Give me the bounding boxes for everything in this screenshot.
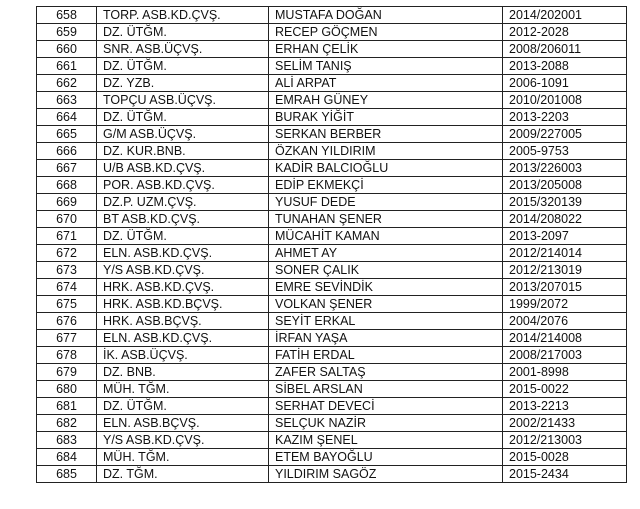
row-number: 676: [37, 313, 97, 330]
name-cell: VOLKAN ŞENER: [269, 296, 503, 313]
registry-number-cell: 2013/226003: [503, 160, 627, 177]
name-cell: ZAFER SALTAŞ: [269, 364, 503, 381]
registry-number-cell: 2008/217003: [503, 347, 627, 364]
table-row: [37, 449, 627, 466]
name-cell: ERHAN ÇELİK: [269, 41, 503, 58]
rank-cell: ELN. ASB.BÇVŞ.: [97, 415, 269, 432]
rank-cell: POR. ASB.KD.ÇVŞ.: [97, 177, 269, 194]
name-cell: EMRE SEVİNDİK: [269, 279, 503, 296]
rank-cell: HRK. ASB.BÇVŞ.: [97, 313, 269, 330]
name-cell: SELÇUK NAZİR: [269, 415, 503, 432]
personnel-table: [36, 6, 627, 483]
table-row: [37, 313, 627, 330]
rank-cell: U/B ASB.KD.ÇVŞ.: [97, 160, 269, 177]
rank-cell: TOPÇU ASB.ÜÇVŞ.: [97, 92, 269, 109]
registry-number-cell: 2013-2203: [503, 109, 627, 126]
row-number: 670: [37, 211, 97, 228]
name-cell: KADİR BALCIOĞLU: [269, 160, 503, 177]
row-number: 674: [37, 279, 97, 296]
name-cell: YILDIRIM SAGÖZ: [269, 466, 503, 483]
rank-cell: BT ASB.KD.ÇVŞ.: [97, 211, 269, 228]
row-number: 658: [37, 7, 97, 24]
rank-cell: DZ. YZB.: [97, 75, 269, 92]
registry-number-cell: 2013-2097: [503, 228, 627, 245]
registry-number-cell: 2008/206011: [503, 41, 627, 58]
row-number: 669: [37, 194, 97, 211]
table-row: [37, 7, 627, 24]
name-cell: EDİP EKMEKÇİ: [269, 177, 503, 194]
registry-number-cell: 2013-2213: [503, 398, 627, 415]
row-number: 672: [37, 245, 97, 262]
name-cell: ETEM BAYOĞLU: [269, 449, 503, 466]
name-cell: KAZIM ŞENEL: [269, 432, 503, 449]
name-cell: RECEP GÖÇMEN: [269, 24, 503, 41]
row-number: 667: [37, 160, 97, 177]
row-number: 679: [37, 364, 97, 381]
table-row: [37, 432, 627, 449]
row-number: 675: [37, 296, 97, 313]
rank-cell: MÜH. TĞM.: [97, 381, 269, 398]
table-row: [37, 58, 627, 75]
name-cell: EMRAH GÜNEY: [269, 92, 503, 109]
registry-number-cell: 2013-2088: [503, 58, 627, 75]
table-row: [37, 109, 627, 126]
table-row: [37, 228, 627, 245]
row-number: 683: [37, 432, 97, 449]
table-row: [37, 279, 627, 296]
registry-number-cell: 2014/202001: [503, 7, 627, 24]
table-row: [37, 194, 627, 211]
registry-number-cell: 2001-8998: [503, 364, 627, 381]
rank-cell: DZ. ÜTĞM.: [97, 58, 269, 75]
rank-cell: DZ. TĞM.: [97, 466, 269, 483]
table-row: [37, 415, 627, 432]
registry-number-cell: 2012-2028: [503, 24, 627, 41]
rank-cell: İK. ASB.ÜÇVŞ.: [97, 347, 269, 364]
table-row: [37, 381, 627, 398]
table-row: [37, 330, 627, 347]
table-row: [37, 245, 627, 262]
registry-number-cell: 2012/214014: [503, 245, 627, 262]
rank-cell: HRK. ASB.KD.BÇVŞ.: [97, 296, 269, 313]
registry-number-cell: 2009/227005: [503, 126, 627, 143]
rank-cell: DZ. BNB.: [97, 364, 269, 381]
row-number: 659: [37, 24, 97, 41]
name-cell: SEYİT ERKAL: [269, 313, 503, 330]
registry-number-cell: 2005-9753: [503, 143, 627, 160]
table-row: [37, 160, 627, 177]
rank-cell: DZ. ÜTĞM.: [97, 398, 269, 415]
rank-cell: TORP. ASB.KD.ÇVŞ.: [97, 7, 269, 24]
registry-number-cell: 2015-2434: [503, 466, 627, 483]
registry-number-cell: 2013/205008: [503, 177, 627, 194]
name-cell: ALİ ARPAT: [269, 75, 503, 92]
name-cell: BURAK YİĞİT: [269, 109, 503, 126]
table-body: [37, 7, 627, 483]
row-number: 668: [37, 177, 97, 194]
registry-number-cell: 2010/201008: [503, 92, 627, 109]
table-row: [37, 143, 627, 160]
row-number: 685: [37, 466, 97, 483]
row-number: 680: [37, 381, 97, 398]
rank-cell: SNR. ASB.ÜÇVŞ.: [97, 41, 269, 58]
rank-cell: DZ. ÜTĞM.: [97, 228, 269, 245]
name-cell: SELİM TANIŞ: [269, 58, 503, 75]
rank-cell: MÜH. TĞM.: [97, 449, 269, 466]
row-number: 665: [37, 126, 97, 143]
row-number: 664: [37, 109, 97, 126]
table-row: [37, 126, 627, 143]
rank-cell: HRK. ASB.KD.ÇVŞ.: [97, 279, 269, 296]
name-cell: TUNAHAN ŞENER: [269, 211, 503, 228]
registry-number-cell: 2006-1091: [503, 75, 627, 92]
table-row: [37, 24, 627, 41]
name-cell: MUSTAFA DOĞAN: [269, 7, 503, 24]
rank-cell: ELN. ASB.KD.ÇVŞ.: [97, 330, 269, 347]
row-number: 662: [37, 75, 97, 92]
row-number: 673: [37, 262, 97, 279]
table-row: [37, 466, 627, 483]
row-number: 684: [37, 449, 97, 466]
registry-number-cell: 2015-0028: [503, 449, 627, 466]
table-row: [37, 398, 627, 415]
registry-number-cell: 1999/2072: [503, 296, 627, 313]
name-cell: İRFAN YAŞA: [269, 330, 503, 347]
rank-cell: DZ. ÜTĞM.: [97, 109, 269, 126]
registry-number-cell: 2015-0022: [503, 381, 627, 398]
rank-cell: DZ. ÜTĞM.: [97, 24, 269, 41]
row-number: 666: [37, 143, 97, 160]
table-row: [37, 211, 627, 228]
name-cell: AHMET AY: [269, 245, 503, 262]
row-number: 663: [37, 92, 97, 109]
row-number: 661: [37, 58, 97, 75]
row-number: 682: [37, 415, 97, 432]
registry-number-cell: 2013/207015: [503, 279, 627, 296]
table-row: [37, 92, 627, 109]
name-cell: SERHAT DEVECİ: [269, 398, 503, 415]
table-row: [37, 41, 627, 58]
table-row: [37, 364, 627, 381]
table-row: [37, 262, 627, 279]
name-cell: SERKAN BERBER: [269, 126, 503, 143]
rank-cell: DZ. KUR.BNB.: [97, 143, 269, 160]
registry-number-cell: 2014/208022: [503, 211, 627, 228]
rank-cell: Y/S ASB.KD.ÇVŞ.: [97, 262, 269, 279]
table-row: [37, 296, 627, 313]
name-cell: MÜCAHİT KAMAN: [269, 228, 503, 245]
table-row: [37, 347, 627, 364]
name-cell: ÖZKAN YILDIRIM: [269, 143, 503, 160]
row-number: 677: [37, 330, 97, 347]
table-row: [37, 75, 627, 92]
table-row: [37, 177, 627, 194]
name-cell: SİBEL ARSLAN: [269, 381, 503, 398]
rank-cell: ELN. ASB.KD.ÇVŞ.: [97, 245, 269, 262]
rank-cell: G/M ASB.ÜÇVŞ.: [97, 126, 269, 143]
row-number: 671: [37, 228, 97, 245]
name-cell: SONER ÇALIK: [269, 262, 503, 279]
registry-number-cell: 2015/320139: [503, 194, 627, 211]
row-number: 660: [37, 41, 97, 58]
rank-cell: Y/S ASB.KD.ÇVŞ.: [97, 432, 269, 449]
registry-number-cell: 2002/21433: [503, 415, 627, 432]
registry-number-cell: 2012/213003: [503, 432, 627, 449]
registry-number-cell: 2004/2076: [503, 313, 627, 330]
rank-cell: DZ.P. UZM.ÇVŞ.: [97, 194, 269, 211]
row-number: 681: [37, 398, 97, 415]
registry-number-cell: 2012/213019: [503, 262, 627, 279]
name-cell: YUSUF DEDE: [269, 194, 503, 211]
document-page: [0, 6, 640, 483]
name-cell: FATİH ERDAL: [269, 347, 503, 364]
registry-number-cell: 2014/214008: [503, 330, 627, 347]
row-number: 678: [37, 347, 97, 364]
